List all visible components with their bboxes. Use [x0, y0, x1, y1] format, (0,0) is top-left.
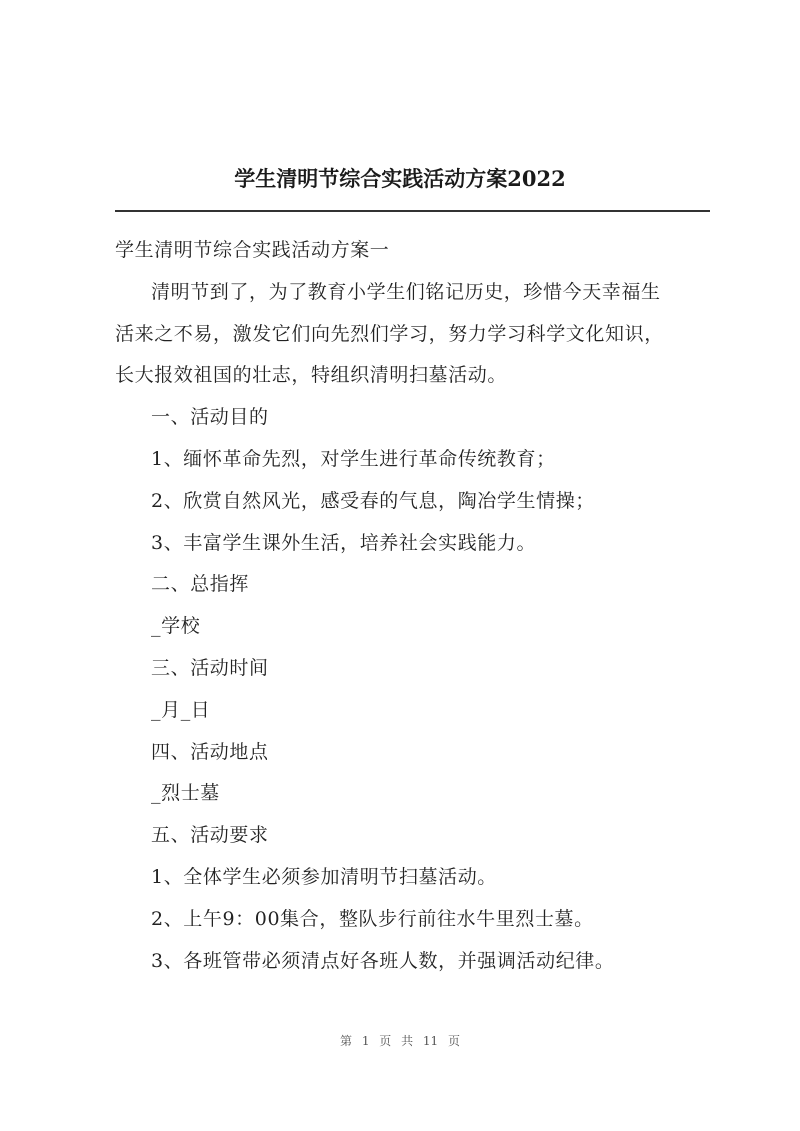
body-line: 1、缅怀革命先烈，对学生进行革命传统教育； — [151, 447, 556, 470]
title-divider — [115, 210, 710, 212]
body-line: 学生清明节综合实践活动方案一 — [115, 239, 390, 261]
page-footer: 第 1 页 共 11 页 — [340, 1034, 460, 1048]
document-body — [115, 230, 715, 982]
body-line: 2、欣赏自然风光，感受春的气息，陶冶学生情操； — [151, 489, 595, 512]
body-line: 二、总指挥 — [151, 573, 250, 596]
body-line: 3、各班管带必须清点好各班人数，并强调活动纪律。 — [151, 949, 615, 972]
body-line: _学校 — [151, 615, 201, 638]
body-line: 2、上午9：00集合，整队步行前往水牛里烈士墓。 — [151, 907, 594, 930]
body-line: 1、全体学生必须参加清明节扫墓活动。 — [151, 865, 497, 888]
body-line: _月_日 — [151, 698, 211, 721]
body-line: _烈士墓 — [151, 782, 220, 805]
body-line: 五、活动要求 — [151, 824, 269, 847]
body-line: 长大报效祖国的壮志，特组织清明扫墓活动。 — [115, 364, 508, 387]
document-title: 学生清明节综合实践活动方案2022 — [234, 166, 566, 191]
body-line: 一、活动目的 — [151, 406, 269, 429]
body-line: 3、丰富学生课外生活，培养社会实践能力。 — [151, 531, 537, 554]
body-line: 清明节到了，为了教育小学生们铭记历史，珍惜今天幸福生 — [151, 280, 661, 303]
body-line: 三、活动时间 — [151, 656, 269, 679]
body-line: 活来之不易，激发它们向先烈们学习，努力学习科学文化知识， — [115, 322, 664, 345]
body-line: 四、活动地点 — [151, 740, 269, 763]
